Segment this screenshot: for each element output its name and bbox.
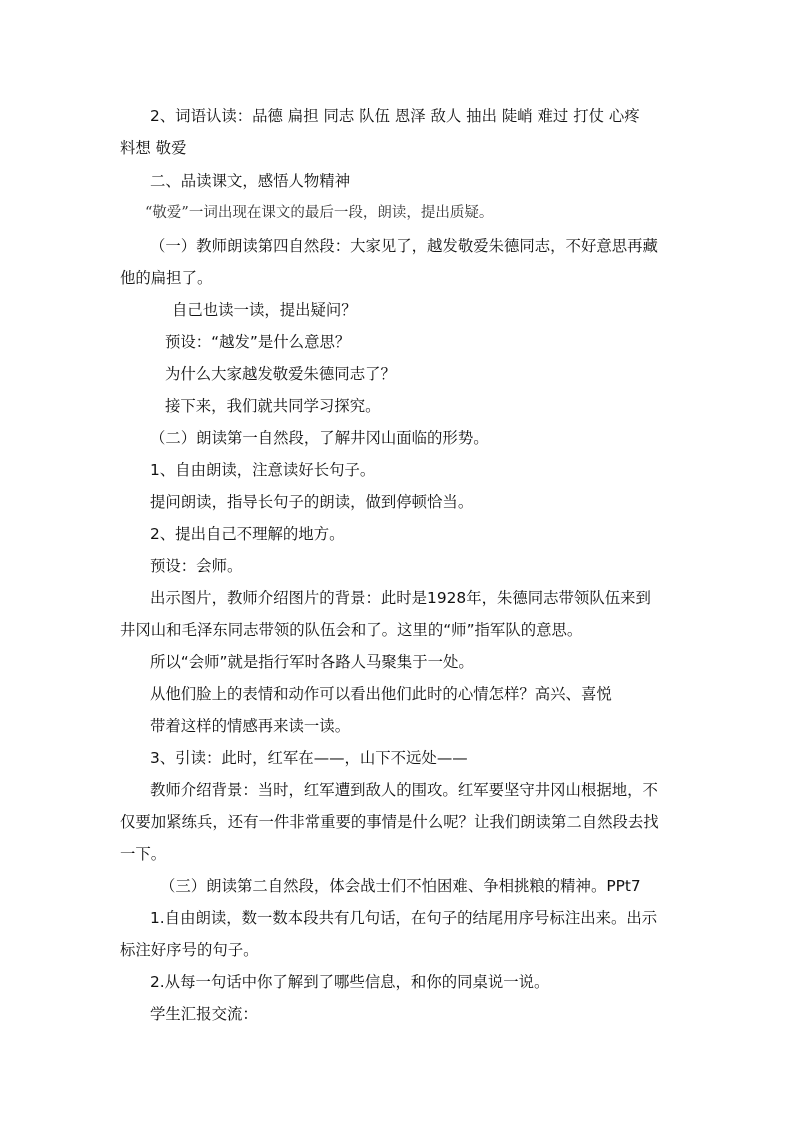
paragraph-line: 提问朗读，指导长句子的朗读，做到停顿恰当。 — [150, 493, 474, 511]
paragraph-line: 1.自由朗读，数一数本段共有几句话，在句子的结尾用序号标注出来。出示 — [150, 909, 658, 927]
paragraph-line: 教师介绍背景：当时，红军遭到敌人的围攻。红军要坚守井冈山根据地，不 — [150, 781, 658, 799]
paragraph-line: 从他们脸上的表情和动作可以看出他们此时的心情怎样？高兴、喜悦 — [150, 685, 612, 703]
paragraph-line: 出示图片，教师介绍图片的背景：此时是1928年，朱德同志带领队伍来到 — [150, 589, 651, 607]
paragraph-line: 自己也读一读，提出疑问？ — [172, 301, 357, 319]
paragraph-line: 3、引读：此时，红军在——，山下不远处—— — [150, 749, 468, 767]
subsection-3: （三）朗读第二自然段，体会战士们不怕困难、争相挑粮的精神。PPt7 — [160, 877, 641, 895]
paragraph-line: 2、提出自己不理解的地方。 — [150, 525, 345, 543]
question-line: “敬爱”一词出现在课文的最后一段，朗读，提出质疑。 — [145, 205, 494, 221]
section-heading-2: 二、品读课文，感悟人物精神 — [150, 172, 351, 190]
paragraph-line-cont: 一下。 — [120, 845, 167, 863]
paragraph-line-cont: 仅要加紧练兵，还有一件非常重要的事情是什么呢？让我们朗读第二自然段去找 — [120, 813, 659, 831]
paragraph-line-cont: 标注好序号的句子。 — [120, 941, 259, 959]
paragraph-line-cont: 井冈山和毛泽东同志带领的队伍会和了。这里的“师”指军队的意思。 — [120, 621, 583, 639]
subsection-2: （二）朗读第一自然段，了解井冈山面临的形势。 — [150, 429, 489, 447]
paragraph-line: 预设：会师。 — [150, 557, 243, 575]
paragraph-line: 学生汇报交流： — [150, 1005, 258, 1023]
vocab-line: 2、词语认读：品德 扁担 同志 队伍 恩泽 敌人 抽出 陡峭 难过 打仗 心疼 — [150, 107, 640, 125]
paragraph-line: 1、自由朗读，注意读好长句子。 — [150, 461, 376, 479]
paragraph-line: 预设：“越发”是什么意思？ — [165, 333, 351, 351]
paragraph-line: 带着这样的情感再来读一读。 — [150, 717, 351, 735]
vocab-line-cont: 料想 敬爱 — [120, 139, 187, 157]
paragraph-line: 所以“会师”就是指行军时各路人马聚集于一处。 — [150, 653, 474, 671]
paragraph-line: 2.从每一句话中你了解到了哪些信息，和你的同桌说一说。 — [150, 973, 550, 991]
paragraph-line: 接下来，我们就共同学习探究。 — [165, 397, 381, 415]
subsection-1: （一）教师朗读第四自然段：大家见了，越发敬爱朱德同志，不好意思再藏 — [150, 237, 658, 255]
subsection-1-cont: 他的扁担了。 — [120, 269, 213, 287]
paragraph-line: 为什么大家越发敬爱朱德同志了？ — [165, 365, 396, 383]
